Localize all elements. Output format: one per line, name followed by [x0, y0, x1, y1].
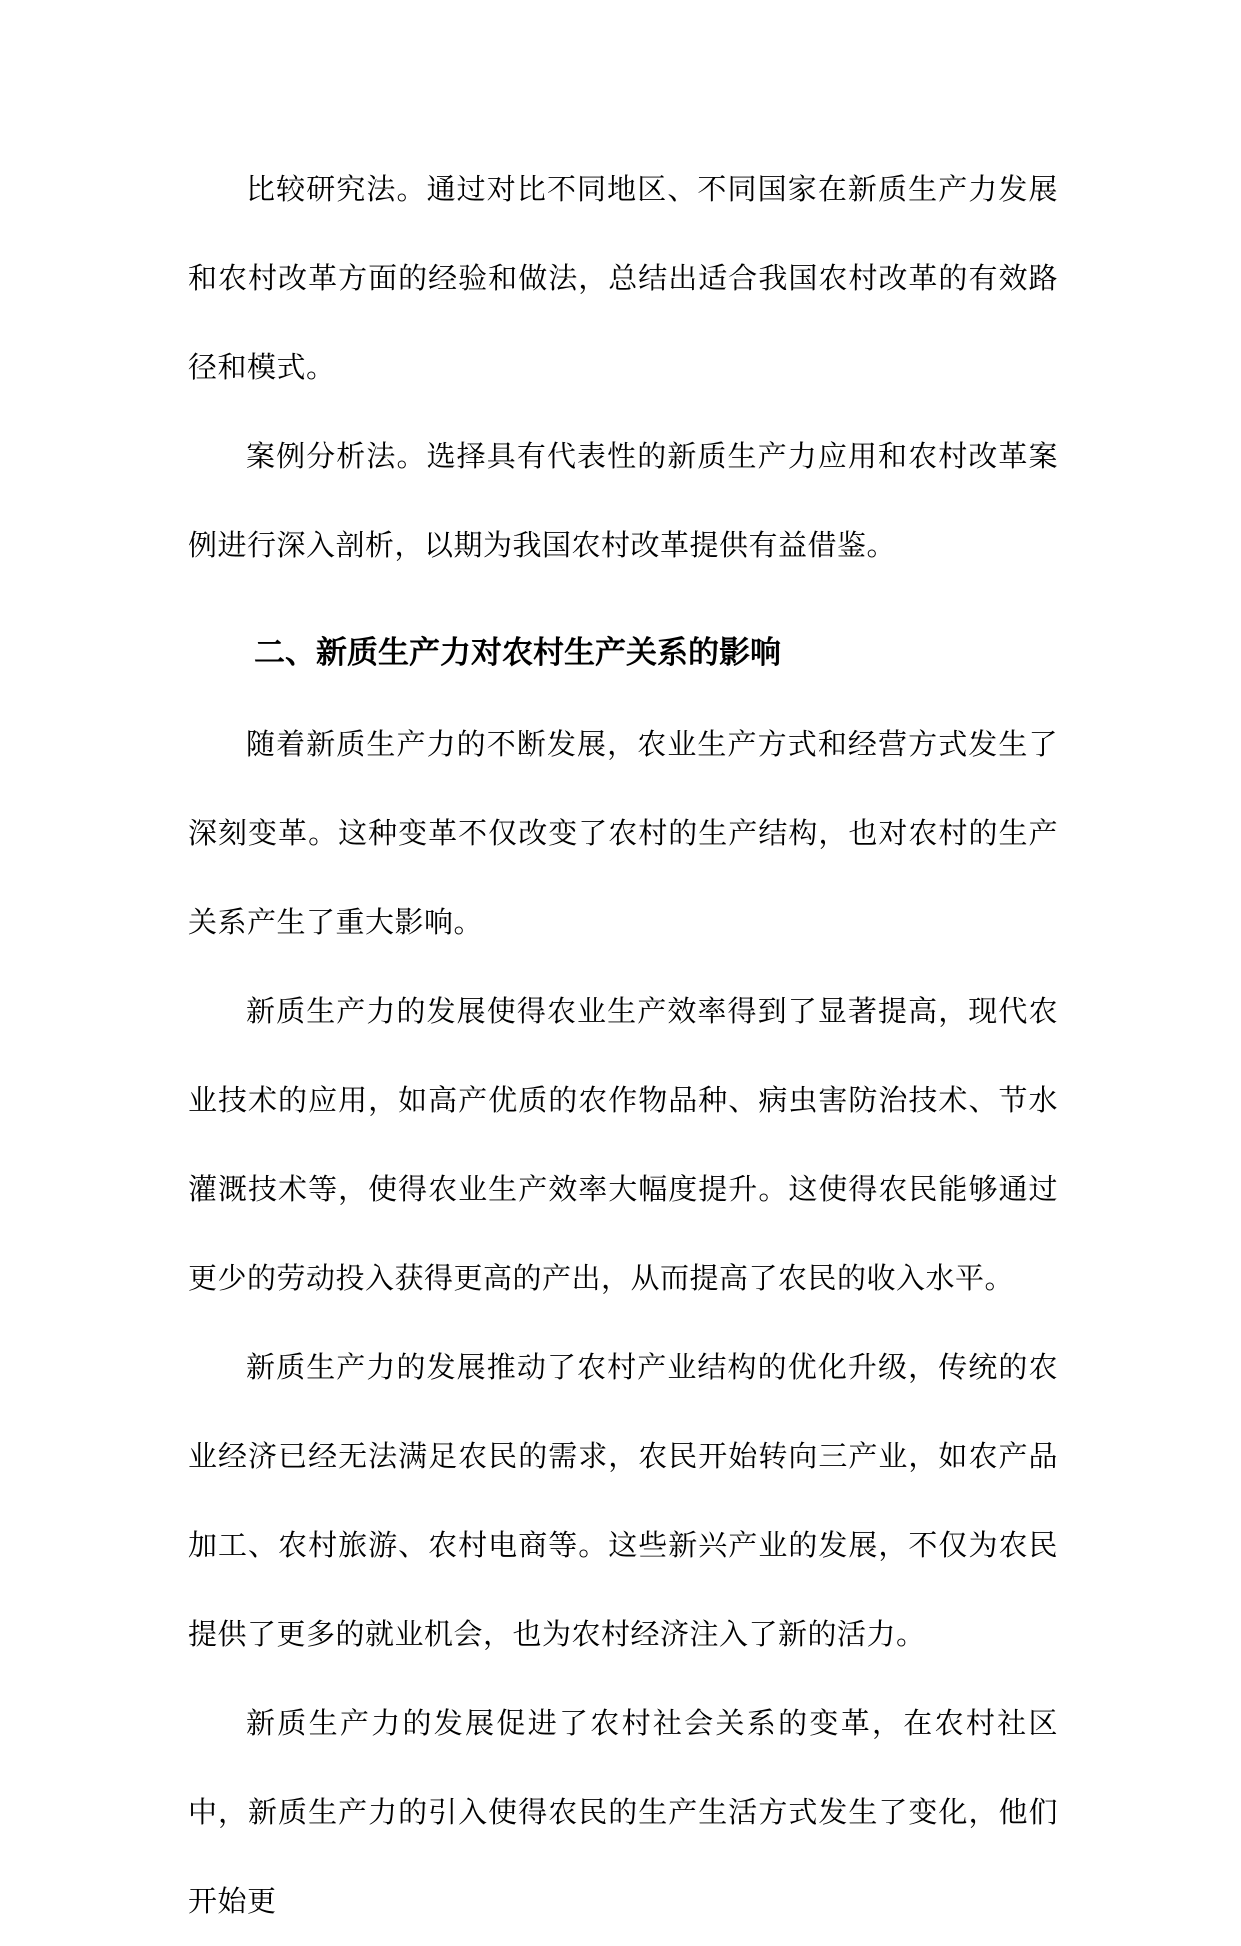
paragraph-case-analysis: 案例分析法。选择具有代表性的新质生产力应用和农村改革案例进行深入剖析，以期为我国农村改革提供有益借鉴。 — [188, 439, 1058, 562]
document-body — [188, 145, 1058, 1946]
paragraph-social-relations: 新质生产力的发展促进了农村社会关系的变革，在农村社区中，新质生产力的引入使得农民的生产生活方式发生了变化，他们开始更 — [188, 1706, 1058, 1918]
paragraph-intro: 随着新质生产力的不断发展，农业生产方式和经营方式发生了深刻变革。这种变革不仅改变了农村的生产结构，也对农村的生产关系产生了重大影响。 — [188, 727, 1058, 939]
paragraph-industry-structure: 新质生产力的发展推动了农村产业结构的优化升级，传统的农业经济已经无法满足农民的需求，农民开始转向三产业，如农产品加工、农村旅游、农村电商等。这些新兴产业的发展，不仅为农民提供了更多的就业机会，也为农村经济注入了新的活力。 — [188, 1350, 1058, 1651]
paragraph-efficiency: 新质生产力的发展使得农业生产效率得到了显著提高，现代农业技术的应用，如高产优质的农作物品种、病虫害防治技术、节水灌溉技术等，使得农业生产效率大幅度提升。这使得农民能够通过更少的劳动投入获得更高的产出，从而提高了农民的收入水平。 — [188, 994, 1058, 1295]
section-heading: 二、新质生产力对农村生产关系的影响 — [254, 635, 781, 671]
paragraph-comparative-method: 比较研究法。通过对比不同地区、不同国家在新质生产力发展和农村改革方面的经验和做法，总结出适合我国农村改革的有效路径和模式。 — [188, 172, 1058, 384]
